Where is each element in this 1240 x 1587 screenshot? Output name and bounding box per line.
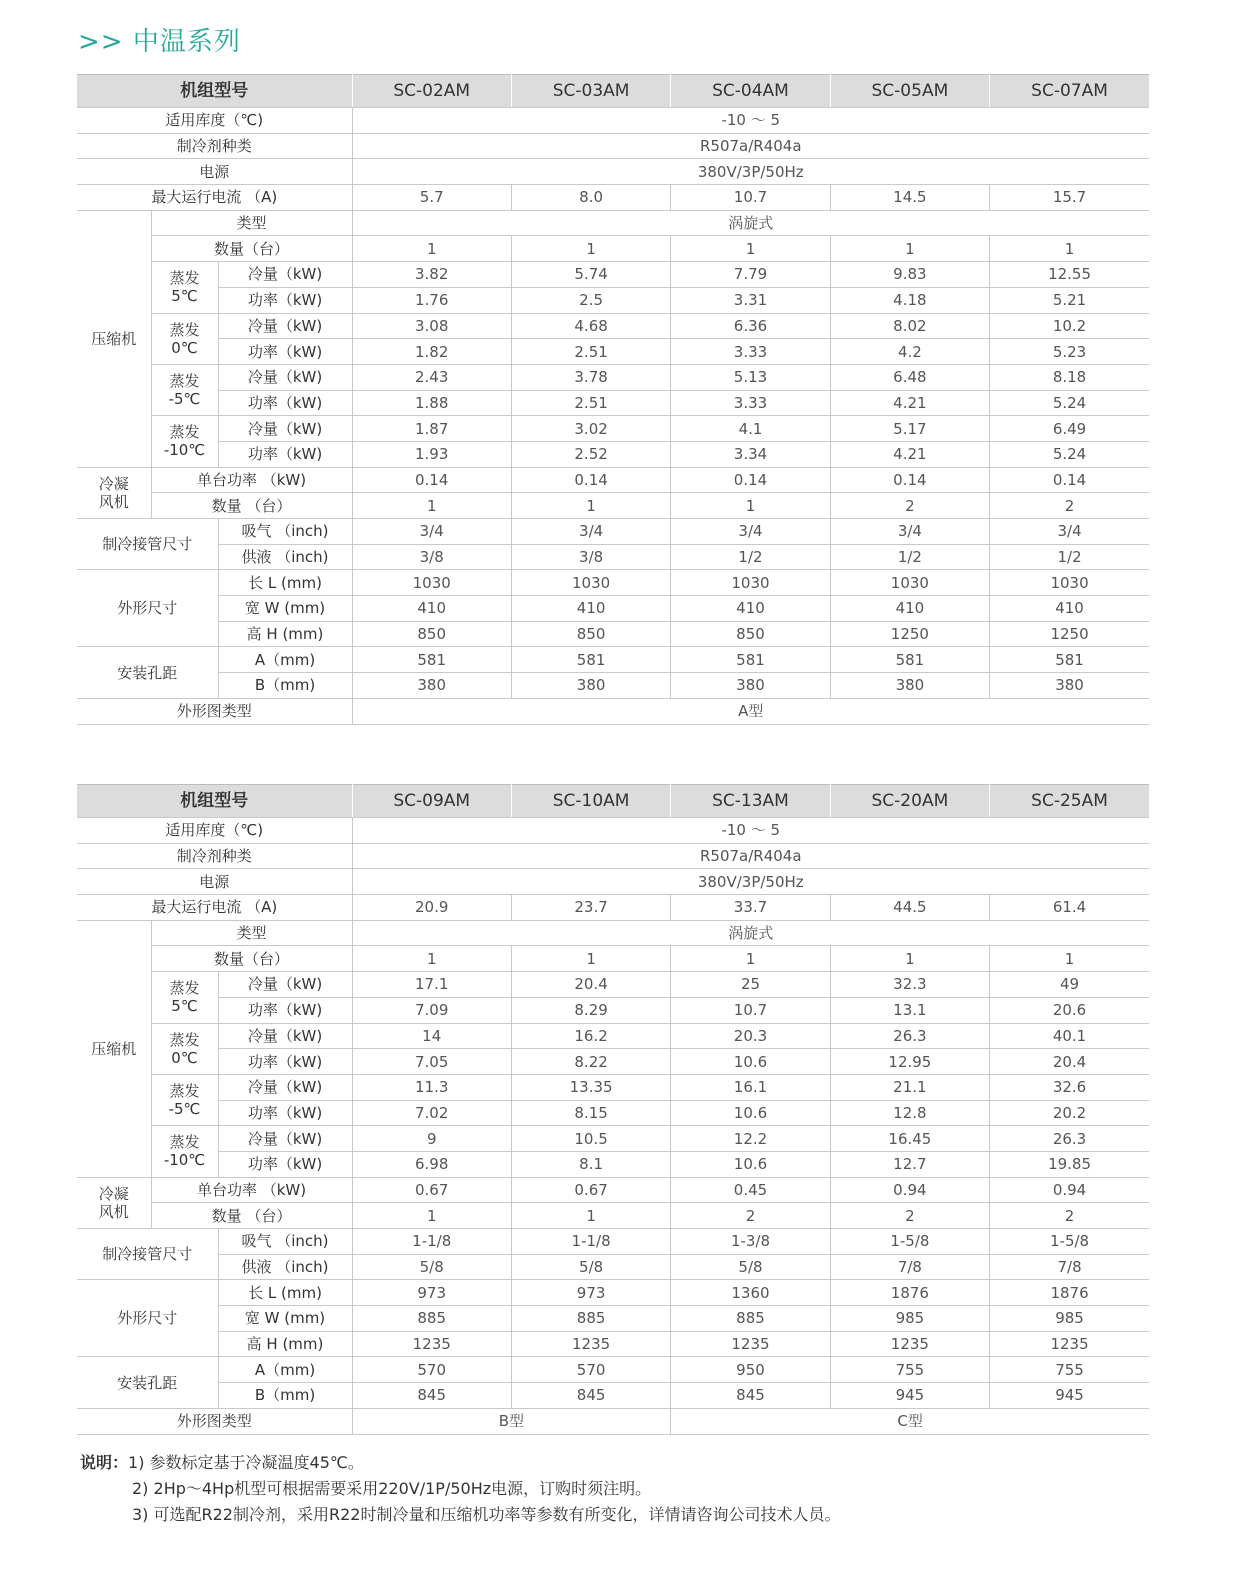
refrigerant-value: R507a/R404a — [352, 133, 1149, 159]
evap-0c-cooling-value: 4.68 — [511, 313, 670, 339]
compressor-qty-value: 1 — [671, 236, 830, 262]
width-label: 宽 W (mm) — [218, 596, 352, 622]
liquid-value: 5/8 — [352, 1254, 511, 1280]
cooling-capacity-label: 冷量（kW) — [218, 1023, 352, 1049]
length-value: 1030 — [671, 570, 830, 596]
spec-table-1 — [77, 74, 1149, 725]
height-value: 1250 — [830, 621, 989, 647]
mount-a-value: 755 — [990, 1357, 1149, 1383]
evap-5c-label: 蒸发 5℃ — [151, 262, 218, 313]
evap-0c-power-value: 8.22 — [511, 1049, 670, 1075]
evap-minus5c-cooling-value: 21.1 — [830, 1074, 989, 1100]
length-value: 1876 — [830, 1280, 989, 1306]
length-value: 1030 — [830, 570, 989, 596]
compressor-qty-value: 1 — [990, 236, 1149, 262]
evap-0c-label: 蒸发 0℃ — [151, 313, 218, 364]
mount-a-value: 581 — [990, 647, 1149, 673]
evap-minus5c-power-value: 12.8 — [830, 1100, 989, 1126]
mount-a-value: 581 — [511, 647, 670, 673]
liquid-label: 供液 （inch) — [218, 544, 352, 570]
liquid-label: 供液 （inch) — [218, 1254, 352, 1280]
evap-5c-cooling-value: 5.74 — [511, 262, 670, 288]
height-value: 1250 — [990, 621, 1149, 647]
temp-range-label: 适用库度（℃) — [77, 108, 352, 134]
fan-power-label: 单台功率 （kW) — [151, 1177, 352, 1203]
evap-minus10c-cooling-value: 16.45 — [830, 1126, 989, 1152]
fan-qty-value: 2 — [990, 493, 1149, 519]
mount-b-value: 380 — [511, 673, 670, 699]
evap-minus10c-cooling-value: 10.5 — [511, 1126, 670, 1152]
evap-minus10c-power-value: 12.7 — [830, 1151, 989, 1177]
max-current-label: 最大运行电流 （A) — [77, 185, 352, 211]
compressor-qty-value: 1 — [352, 236, 511, 262]
evap-5c-cooling-value: 9.83 — [830, 262, 989, 288]
compressor-label: 压缩机 — [77, 210, 151, 467]
pipe-size-label: 制冷接管尺寸 — [77, 519, 218, 570]
evap-0c-cooling-value: 6.36 — [671, 313, 830, 339]
compressor-type-label: 类型 — [151, 210, 352, 236]
evap-minus10c-cooling-value: 5.17 — [830, 416, 989, 442]
spec-table-2 — [77, 784, 1149, 1435]
dimensions-label: 外形尺寸 — [77, 1280, 218, 1357]
fan-power-value: 0.14 — [352, 467, 511, 493]
length-value: 1876 — [990, 1280, 1149, 1306]
evap-5c-power-value: 4.18 — [830, 287, 989, 313]
note-line-3: 3) 可选配R22制冷剂，采用R22时制冷量和压缩机功率等参数有所变化，详情请咨询公司技术人员。 — [132, 1505, 841, 1524]
mounting-holes-label: 安装孔距 — [77, 647, 218, 698]
mount-b-value: 380 — [352, 673, 511, 699]
evap-5c-cooling-value: 12.55 — [990, 262, 1149, 288]
evap-minus5c-power-value: 2.51 — [511, 390, 670, 416]
drawing-type-label: 外形图类型 — [77, 698, 352, 724]
evap-minus5c-power-value: 4.21 — [830, 390, 989, 416]
evap-minus5c-power-value: 7.02 — [352, 1100, 511, 1126]
fan-qty-value: 2 — [830, 493, 989, 519]
cooling-capacity-label: 冷量（kW) — [218, 364, 352, 390]
compressor-qty-value: 1 — [830, 946, 989, 972]
refrigerant-label: 制冷剂种类 — [77, 843, 352, 869]
max-current-value: 23.7 — [511, 895, 670, 921]
evap-minus5c-cooling-value: 11.3 — [352, 1074, 511, 1100]
temp-range-value: -10 ～ 5 — [352, 108, 1149, 134]
evap-0c-cooling-value: 20.3 — [671, 1023, 830, 1049]
drawing-type-c: C型 — [671, 1408, 1149, 1434]
model-name: SC-10AM — [511, 785, 670, 818]
evap-0c-power-value: 5.23 — [990, 339, 1149, 365]
evap-0c-cooling-value: 3.08 — [352, 313, 511, 339]
height-value: 850 — [352, 621, 511, 647]
width-value: 410 — [990, 596, 1149, 622]
evap-0c-power-value: 7.05 — [352, 1049, 511, 1075]
suction-value: 3/4 — [830, 519, 989, 545]
power-kw-label: 功率（kW) — [218, 339, 352, 365]
evap-minus5c-cooling-value: 3.78 — [511, 364, 670, 390]
evap-minus5c-power-value: 1.88 — [352, 390, 511, 416]
power-supply-label: 电源 — [77, 159, 352, 185]
liquid-value: 1/2 — [990, 544, 1149, 570]
liquid-value: 3/8 — [511, 544, 670, 570]
compressor-qty-value: 1 — [352, 946, 511, 972]
fan-qty-value: 1 — [352, 1203, 511, 1229]
evap-minus10c-cooling-value: 6.49 — [990, 416, 1149, 442]
length-value: 1030 — [352, 570, 511, 596]
height-value: 1235 — [830, 1331, 989, 1357]
max-current-value: 20.9 — [352, 895, 511, 921]
width-value: 410 — [671, 596, 830, 622]
cooling-capacity-label: 冷量（kW) — [218, 262, 352, 288]
dimensions-label: 外形尺寸 — [77, 570, 218, 647]
evap-5c-cooling-value: 32.3 — [830, 972, 989, 998]
max-current-value: 5.7 — [352, 185, 511, 211]
model-name: SC-09AM — [352, 785, 511, 818]
model-name: SC-13AM — [671, 785, 830, 818]
model-name: SC-25AM — [990, 785, 1149, 818]
width-value: 410 — [352, 596, 511, 622]
evap-minus5c-cooling-value: 16.1 — [671, 1074, 830, 1100]
cooling-capacity-label: 冷量（kW) — [218, 416, 352, 442]
mount-b-value: 845 — [671, 1383, 830, 1409]
mount-a-value: 581 — [671, 647, 830, 673]
fan-power-value: 0.14 — [511, 467, 670, 493]
evap-0c-power-value: 12.95 — [830, 1049, 989, 1075]
max-current-value: 15.7 — [990, 185, 1149, 211]
evap-minus10c-cooling-value: 12.2 — [671, 1126, 830, 1152]
evap-5c-power-value: 5.21 — [990, 287, 1149, 313]
fan-qty-value: 2 — [990, 1203, 1149, 1229]
compressor-qty-value: 1 — [671, 946, 830, 972]
evap-minus10c-power-value: 5.24 — [990, 441, 1149, 467]
max-current-value: 14.5 — [830, 185, 989, 211]
evap-minus10c-power-value: 10.6 — [671, 1151, 830, 1177]
evap-0c-label: 蒸发 0℃ — [151, 1023, 218, 1074]
mount-a-label: A（mm) — [218, 647, 352, 673]
length-value: 973 — [511, 1280, 670, 1306]
mount-b-label: B（mm) — [218, 1383, 352, 1409]
evap-5c-power-value: 20.6 — [990, 997, 1149, 1023]
compressor-type-value: 涡旋式 — [352, 920, 1149, 946]
fan-qty-value: 1 — [671, 493, 830, 519]
length-value: 1030 — [990, 570, 1149, 596]
mount-a-value: 950 — [671, 1357, 830, 1383]
fan-power-value: 0.67 — [352, 1177, 511, 1203]
height-label: 高 H (mm) — [218, 621, 352, 647]
evap-minus10c-power-value: 19.85 — [990, 1151, 1149, 1177]
height-value: 850 — [671, 621, 830, 647]
temp-range-value: -10 ～ 5 — [352, 818, 1149, 844]
fan-power-value: 0.14 — [671, 467, 830, 493]
fan-qty-value: 1 — [511, 493, 670, 519]
evap-minus10c-cooling-value: 3.02 — [511, 416, 670, 442]
suction-value: 1-1/8 — [352, 1229, 511, 1255]
compressor-label: 压缩机 — [77, 920, 151, 1177]
mount-b-value: 380 — [830, 673, 989, 699]
fan-power-value: 0.94 — [830, 1177, 989, 1203]
evap-5c-power-value: 7.09 — [352, 997, 511, 1023]
length-label: 长 L (mm) — [218, 570, 352, 596]
evap-minus10c-label: 蒸发 -10℃ — [151, 1126, 218, 1177]
mount-b-value: 845 — [511, 1383, 670, 1409]
fan-qty-value: 2 — [830, 1203, 989, 1229]
evap-minus5c-power-value: 20.2 — [990, 1100, 1149, 1126]
notes-heading: 说明： — [80, 1453, 129, 1472]
evap-minus5c-power-value: 8.15 — [511, 1100, 670, 1126]
fan-power-label: 单台功率 （kW) — [151, 467, 352, 493]
model-header-label: 机组型号 — [77, 75, 352, 108]
mount-a-value: 570 — [352, 1357, 511, 1383]
evap-5c-power-value: 3.31 — [671, 287, 830, 313]
evap-minus10c-power-value: 4.21 — [830, 441, 989, 467]
temp-range-label: 适用库度（℃) — [77, 818, 352, 844]
evap-5c-power-value: 1.76 — [352, 287, 511, 313]
drawing-type-b: B型 — [352, 1408, 671, 1434]
evap-0c-cooling-value: 8.02 — [830, 313, 989, 339]
pipe-size-label: 制冷接管尺寸 — [77, 1229, 218, 1280]
fan-qty-label: 数量 （台） — [151, 1203, 352, 1229]
drawing-type-label: 外形图类型 — [77, 1408, 352, 1434]
length-value: 973 — [352, 1280, 511, 1306]
height-value: 1235 — [990, 1331, 1149, 1357]
mount-b-value: 380 — [990, 673, 1149, 699]
suction-value: 3/4 — [990, 519, 1149, 545]
evap-5c-cooling-value: 25 — [671, 972, 830, 998]
suction-value: 1-1/8 — [511, 1229, 670, 1255]
evap-5c-power-value: 2.5 — [511, 287, 670, 313]
power-kw-label: 功率（kW) — [218, 997, 352, 1023]
evap-5c-cooling-value: 49 — [990, 972, 1149, 998]
evap-0c-cooling-value: 26.3 — [830, 1023, 989, 1049]
note-text-1: 1) 参数标定基于冷凝温度45℃。 — [128, 1453, 364, 1472]
mount-a-value: 755 — [830, 1357, 989, 1383]
evap-minus10c-power-value: 2.52 — [511, 441, 670, 467]
cooling-capacity-label: 冷量（kW) — [218, 972, 352, 998]
evap-minus10c-power-value: 6.98 — [352, 1151, 511, 1177]
length-value: 1030 — [511, 570, 670, 596]
suction-value: 3/4 — [671, 519, 830, 545]
width-value: 985 — [990, 1306, 1149, 1332]
power-kw-label: 功率（kW) — [218, 1100, 352, 1126]
power-kw-label: 功率（kW) — [218, 287, 352, 313]
evap-minus5c-cooling-value: 32.6 — [990, 1074, 1149, 1100]
evap-0c-cooling-value: 14 — [352, 1023, 511, 1049]
evap-minus5c-power-value: 3.33 — [671, 390, 830, 416]
power-kw-label: 功率（kW) — [218, 441, 352, 467]
evap-minus10c-power-value: 8.1 — [511, 1151, 670, 1177]
fan-power-value: 0.14 — [990, 467, 1149, 493]
refrigerant-label: 制冷剂种类 — [77, 133, 352, 159]
evap-minus10c-cooling-value: 1.87 — [352, 416, 511, 442]
liquid-value: 5/8 — [511, 1254, 670, 1280]
mounting-holes-label: 安装孔距 — [77, 1357, 218, 1408]
fan-power-value: 0.94 — [990, 1177, 1149, 1203]
evap-5c-power-value: 13.1 — [830, 997, 989, 1023]
width-value: 885 — [511, 1306, 670, 1332]
height-label: 高 H (mm) — [218, 1331, 352, 1357]
model-name: SC-03AM — [511, 75, 670, 108]
width-label: 宽 W (mm) — [218, 1306, 352, 1332]
evap-5c-cooling-value: 3.82 — [352, 262, 511, 288]
section-title: >> 中温系列 — [78, 27, 241, 57]
fan-power-value: 0.45 — [671, 1177, 830, 1203]
mount-b-value: 945 — [990, 1383, 1149, 1409]
max-current-value: 8.0 — [511, 185, 670, 211]
height-value: 850 — [511, 621, 670, 647]
cooling-capacity-label: 冷量（kW) — [218, 313, 352, 339]
cooling-capacity-label: 冷量（kW) — [218, 1126, 352, 1152]
suction-value: 1-5/8 — [830, 1229, 989, 1255]
condenser-fan-label: 冷凝 风机 — [77, 1177, 151, 1228]
evap-0c-power-value: 4.2 — [830, 339, 989, 365]
length-label: 长 L (mm) — [218, 1280, 352, 1306]
evap-0c-power-value: 20.4 — [990, 1049, 1149, 1075]
evap-minus10c-cooling-value: 26.3 — [990, 1126, 1149, 1152]
model-header-label: 机组型号 — [77, 785, 352, 818]
fan-qty-value: 2 — [671, 1203, 830, 1229]
evap-5c-power-value: 10.7 — [671, 997, 830, 1023]
suction-label: 吸气 （inch) — [218, 519, 352, 545]
evap-minus10c-label: 蒸发 -10℃ — [151, 416, 218, 467]
height-value: 1235 — [511, 1331, 670, 1357]
model-name: SC-02AM — [352, 75, 511, 108]
mount-b-value: 945 — [830, 1383, 989, 1409]
evap-0c-power-value: 1.82 — [352, 339, 511, 365]
width-value: 985 — [830, 1306, 989, 1332]
evap-0c-cooling-value: 16.2 — [511, 1023, 670, 1049]
evap-minus10c-cooling-value: 9 — [352, 1126, 511, 1152]
liquid-value: 7/8 — [830, 1254, 989, 1280]
evap-minus5c-cooling-value: 2.43 — [352, 364, 511, 390]
max-current-label: 最大运行电流 （A) — [77, 895, 352, 921]
evap-0c-cooling-value: 10.2 — [990, 313, 1149, 339]
width-value: 410 — [511, 596, 670, 622]
liquid-value: 1/2 — [830, 544, 989, 570]
suction-label: 吸气 （inch) — [218, 1229, 352, 1255]
mount-a-value: 581 — [830, 647, 989, 673]
compressor-qty-value: 1 — [511, 946, 670, 972]
evap-0c-cooling-value: 40.1 — [990, 1023, 1149, 1049]
compressor-qty-value: 1 — [511, 236, 670, 262]
evap-minus5c-power-value: 10.6 — [671, 1100, 830, 1126]
evap-minus5c-cooling-value: 13.35 — [511, 1074, 670, 1100]
evap-minus5c-cooling-value: 5.13 — [671, 364, 830, 390]
suction-value: 1-3/8 — [671, 1229, 830, 1255]
notes — [80, 1450, 840, 1528]
evap-minus5c-power-value: 5.24 — [990, 390, 1149, 416]
model-name: SC-07AM — [990, 75, 1149, 108]
evap-minus5c-cooling-value: 6.48 — [830, 364, 989, 390]
height-value: 1235 — [671, 1331, 830, 1357]
note-line-2: 2) 2Hp～4Hp机型可根据需要采用220V/1P/50Hz电源，订购时须注明。 — [132, 1479, 652, 1498]
max-current-value: 10.7 — [671, 185, 830, 211]
compressor-qty-label: 数量（台） — [151, 236, 352, 262]
mount-a-value: 570 — [511, 1357, 670, 1383]
liquid-value: 1/2 — [671, 544, 830, 570]
fan-qty-label: 数量 （台） — [151, 493, 352, 519]
liquid-value: 3/8 — [352, 544, 511, 570]
max-current-value: 33.7 — [671, 895, 830, 921]
evap-minus10c-power-value: 3.34 — [671, 441, 830, 467]
evap-5c-cooling-value: 20.4 — [511, 972, 670, 998]
model-name: SC-05AM — [830, 75, 989, 108]
width-value: 410 — [830, 596, 989, 622]
evap-minus5c-label: 蒸发 -5℃ — [151, 364, 218, 415]
height-value: 1235 — [352, 1331, 511, 1357]
suction-value: 1-5/8 — [990, 1229, 1149, 1255]
evap-0c-power-value: 10.6 — [671, 1049, 830, 1075]
refrigerant-value: R507a/R404a — [352, 843, 1149, 869]
model-name: SC-04AM — [671, 75, 830, 108]
max-current-value: 61.4 — [990, 895, 1149, 921]
fan-qty-value: 1 — [352, 493, 511, 519]
evap-0c-power-value: 2.51 — [511, 339, 670, 365]
fan-qty-value: 1 — [511, 1203, 670, 1229]
power-supply-label: 电源 — [77, 869, 352, 895]
power-supply-value: 380V/3P/50Hz — [352, 159, 1149, 185]
mount-a-label: A（mm) — [218, 1357, 352, 1383]
fan-power-value: 0.67 — [511, 1177, 670, 1203]
width-value: 885 — [671, 1306, 830, 1332]
liquid-value: 7/8 — [990, 1254, 1149, 1280]
note-line-1 — [80, 1450, 840, 1476]
suction-value: 3/4 — [352, 519, 511, 545]
compressor-qty-value: 1 — [990, 946, 1149, 972]
mount-a-value: 581 — [352, 647, 511, 673]
evap-minus10c-cooling-value: 4.1 — [671, 416, 830, 442]
compressor-type-value: 涡旋式 — [352, 210, 1149, 236]
power-kw-label: 功率（kW) — [218, 1151, 352, 1177]
fan-power-value: 0.14 — [830, 467, 989, 493]
evap-5c-cooling-value: 17.1 — [352, 972, 511, 998]
max-current-value: 44.5 — [830, 895, 989, 921]
width-value: 885 — [352, 1306, 511, 1332]
evap-5c-power-value: 8.29 — [511, 997, 670, 1023]
length-value: 1360 — [671, 1280, 830, 1306]
evap-5c-label: 蒸发 5℃ — [151, 972, 218, 1023]
compressor-type-label: 类型 — [151, 920, 352, 946]
suction-value: 3/4 — [511, 519, 670, 545]
model-name: SC-20AM — [830, 785, 989, 818]
mount-b-value: 380 — [671, 673, 830, 699]
evap-minus5c-label: 蒸发 -5℃ — [151, 1074, 218, 1125]
power-kw-label: 功率（kW) — [218, 390, 352, 416]
compressor-qty-value: 1 — [830, 236, 989, 262]
power-supply-value: 380V/3P/50Hz — [352, 869, 1149, 895]
mount-b-value: 845 — [352, 1383, 511, 1409]
evap-minus10c-power-value: 1.93 — [352, 441, 511, 467]
evap-0c-power-value: 3.33 — [671, 339, 830, 365]
liquid-value: 5/8 — [671, 1254, 830, 1280]
cooling-capacity-label: 冷量（kW) — [218, 1074, 352, 1100]
evap-minus5c-cooling-value: 8.18 — [990, 364, 1149, 390]
mount-b-label: B（mm) — [218, 673, 352, 699]
power-kw-label: 功率（kW) — [218, 1049, 352, 1075]
condenser-fan-label: 冷凝 风机 — [77, 467, 151, 518]
drawing-type-value: A型 — [352, 698, 1149, 724]
evap-5c-cooling-value: 7.79 — [671, 262, 830, 288]
compressor-qty-label: 数量（台） — [151, 946, 352, 972]
